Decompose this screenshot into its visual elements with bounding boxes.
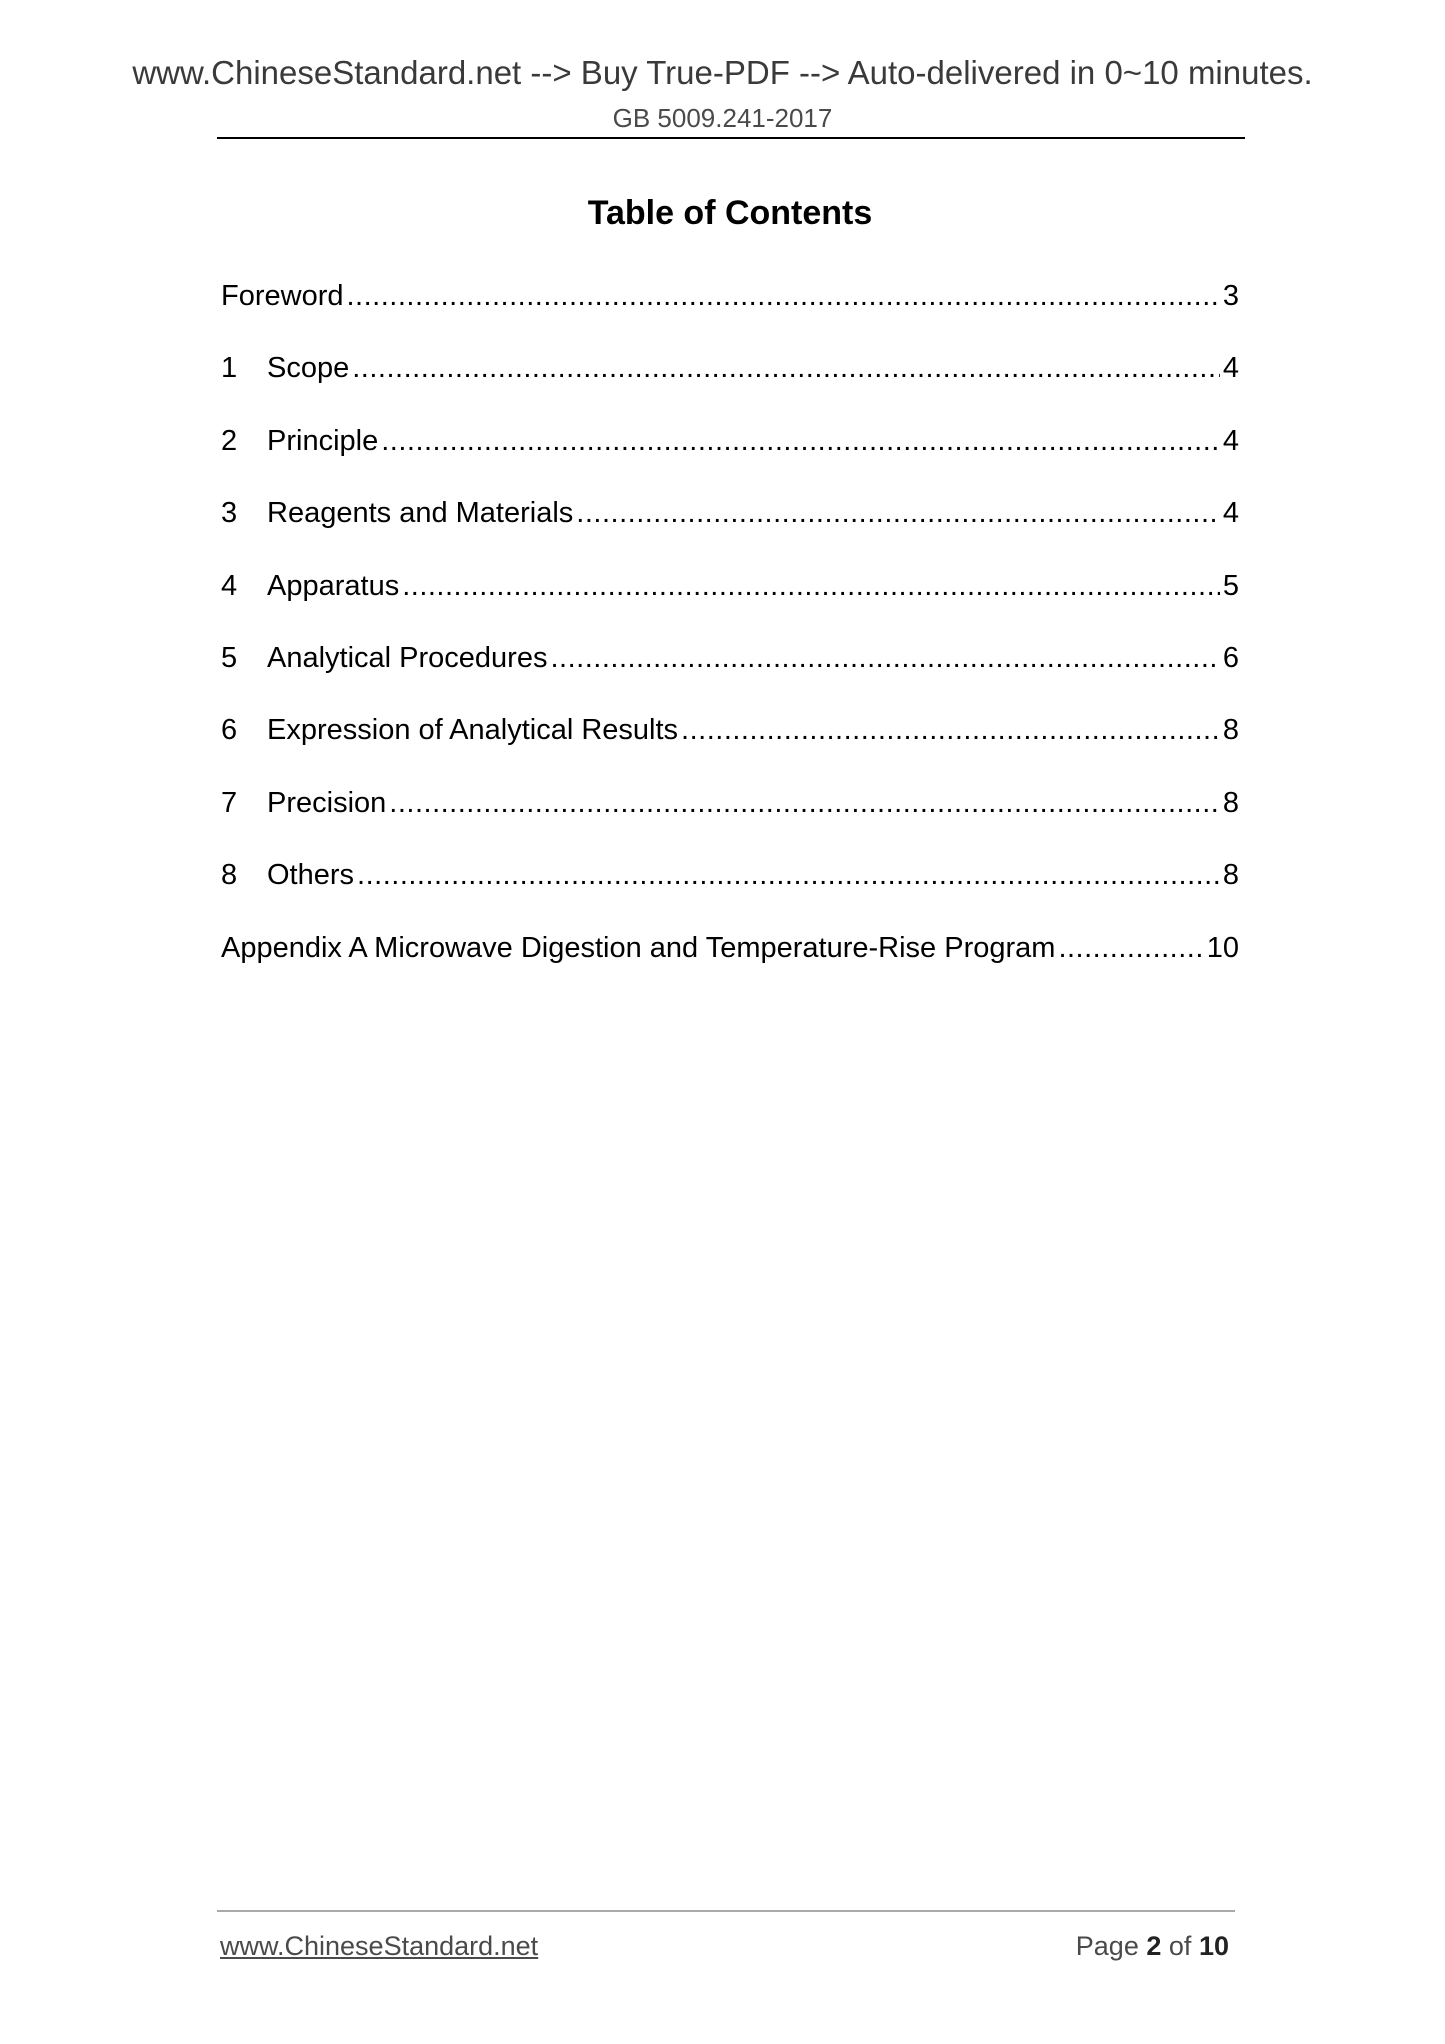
toc-entry-number: 5: [221, 641, 238, 674]
toc-entry-page: 8: [1222, 714, 1239, 747]
page-prefix: Page: [1075, 1931, 1139, 1961]
toc-entry-label: Principle: [267, 424, 379, 457]
toc-entry-page: 4: [1222, 352, 1239, 385]
toc-entry-label: Precision: [267, 786, 387, 819]
toc-dot-leader: [576, 495, 1220, 531]
toc-entry-label: Reagents and Materials: [267, 497, 574, 530]
toc-entry-others[interactable]: [221, 857, 1239, 929]
top-banner: www.ChineseStandard.net --> Buy True-PDF --> Auto-delivered in 0~10 minutes.: [132, 54, 1313, 91]
toc-entry-page: 10: [1206, 931, 1239, 964]
toc-dot-leader: [681, 712, 1220, 748]
page-of: of: [1168, 1931, 1192, 1961]
toc-entry-label: Apparatus: [267, 569, 400, 602]
toc-entry-page: 6: [1222, 641, 1239, 674]
header-divider: [217, 137, 1245, 139]
toc-entry-page: 8: [1222, 859, 1239, 892]
toc-entry-page: 5: [1222, 569, 1239, 602]
toc-entry-number: 2: [221, 424, 238, 457]
toc-entry-foreword[interactable]: [221, 278, 1239, 350]
toc-entry-principle[interactable]: [221, 423, 1239, 495]
toc-entry-label: Others: [267, 859, 355, 892]
toc-dot-leader: [357, 857, 1220, 893]
footer-site-link[interactable]: www.ChineseStandard.net: [220, 1931, 539, 1961]
toc-entry-page: 8: [1222, 786, 1239, 819]
toc-entry-label: Foreword: [221, 280, 344, 312]
toc-entry-apparatus[interactable]: [221, 568, 1239, 640]
toc-entry-number: 3: [221, 497, 238, 530]
toc-dot-leader: [389, 785, 1220, 821]
toc-entry-label: Expression of Analytical Results: [267, 714, 679, 747]
toc-entry-label: Appendix A Microwave Digestion and Temperature-Rise Program: [221, 931, 1056, 964]
toc-title: Table of Contents: [587, 194, 873, 232]
toc-list: [221, 278, 1239, 1002]
toc-entry-analytical-procedures[interactable]: [221, 640, 1239, 712]
toc-dot-leader: [352, 350, 1220, 386]
toc-entry-page: 4: [1222, 424, 1239, 457]
toc-entry-page: 3: [1222, 280, 1239, 312]
toc-entry-number: 4: [221, 569, 238, 602]
document-code: GB 5009.241-2017: [612, 103, 833, 133]
toc-dot-leader: [402, 568, 1220, 604]
page-total: 10: [1198, 1931, 1229, 1961]
toc-entry-number: 6: [221, 714, 238, 747]
toc-entry-scope[interactable]: [221, 350, 1239, 422]
toc-entry-expression-of-analytical-results[interactable]: [221, 712, 1239, 784]
toc-entry-number: 7: [221, 786, 238, 819]
page-current: 2: [1146, 1931, 1162, 1961]
toc-entry-number: 1: [221, 352, 238, 385]
footer-divider: [217, 1910, 1235, 1912]
toc-entry-appendix-a[interactable]: [221, 930, 1239, 1002]
toc-entry-page: 4: [1222, 497, 1239, 530]
toc-entry-label: Analytical Procedures: [267, 641, 548, 674]
page-number: [1076, 1933, 1229, 1960]
toc-dot-leader: [1058, 930, 1203, 966]
toc-entry-label: Scope: [267, 352, 350, 385]
toc-dot-leader: [381, 423, 1220, 459]
toc-entry-number: 8: [221, 859, 238, 892]
toc-dot-leader: [550, 640, 1219, 676]
toc-entry-reagents-and-materials[interactable]: [221, 495, 1239, 567]
toc-dot-leader: [347, 278, 1220, 314]
toc-entry-precision[interactable]: [221, 785, 1239, 857]
